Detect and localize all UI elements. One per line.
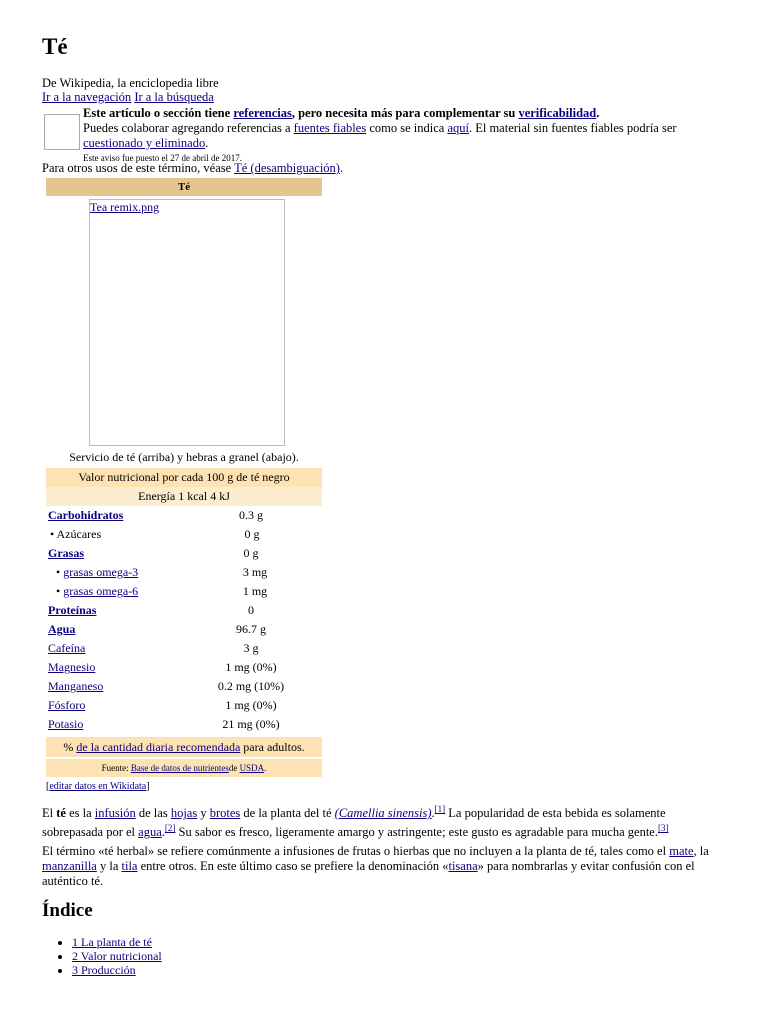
image-caption: Servicio de té (arriba) y hebras a granel (abajo). — [69, 450, 299, 464]
toc-link-valor[interactable]: 2 Valor nutricional — [72, 949, 162, 963]
usda-link[interactable]: USDA — [239, 763, 265, 773]
cuestionado-link[interactable]: cuestionado y eliminado — [83, 136, 206, 150]
nutrition-row-carbohidratos: Carbohidratos 0.3 g — [48, 508, 263, 522]
wikidata-edit: [editar datos en Wikidata] — [46, 781, 150, 792]
ref-1-link[interactable]: [1] — [434, 804, 446, 814]
nutrition-row-azucares: • Azúcares 0 g — [50, 527, 260, 541]
ref-3-link[interactable]: [3] — [657, 823, 669, 834]
nutrient-db-link[interactable]: Base de datos de nutrientes — [130, 763, 229, 773]
referencias-link[interactable]: referencias — [233, 106, 292, 120]
infusion-link[interactable]: infusión — [94, 806, 136, 821]
daily-value-note: % de la cantidad diaria recomendada para adultos. — [46, 737, 322, 757]
disambiguation-link[interactable]: Té (desambiguación) — [234, 161, 340, 175]
nutrition-row-grasas: Grasas 0 g — [48, 546, 259, 560]
nutrition-row-omega6: • grasas omega-6 1 mg — [56, 584, 268, 598]
verificabilidad-link[interactable]: verificabilidad — [518, 106, 597, 120]
brotes-link[interactable]: brotes — [209, 806, 241, 821]
page-title: Té — [42, 34, 68, 59]
nutrition-row-fosforo: Fósforo 1 mg (0%) — [48, 698, 277, 712]
nutrition-row-cafeina: Cafeína 3 g — [48, 641, 259, 655]
site-subtitle: De Wikipedia, la enciclopedia libre — [42, 76, 219, 90]
jump-to-search-link[interactable]: Ir a la búsqueda — [134, 90, 214, 104]
mate-link[interactable]: mate — [669, 844, 694, 858]
jump-links — [42, 90, 214, 105]
toc-link-produccion[interactable]: 3 Producción — [72, 963, 136, 977]
toc-item — [72, 935, 162, 949]
energy-row: Energía 1 kcal 4 kJ — [46, 487, 322, 506]
camellia-link[interactable]: (Camellia sinensis) — [334, 806, 432, 821]
proteinas-link[interactable]: Proteínas — [48, 603, 97, 617]
infobox-image[interactable] — [89, 199, 285, 446]
nutrition-row-potasio: Potasio 21 mg (0%) — [48, 717, 280, 731]
toc-item — [72, 949, 162, 963]
grasas-link[interactable]: Grasas — [48, 546, 84, 560]
manzanilla-link[interactable]: manzanilla — [42, 859, 97, 873]
disambiguation-note: Para otros usos de este término, véase Té (desambiguación). — [42, 161, 344, 175]
nutrition-row-manganeso: Manganeso 0.2 mg (10%) — [48, 679, 285, 693]
manganeso-link[interactable]: Manganeso — [48, 679, 104, 693]
nutrition-header: Valor nutricional por cada 100 g de té negro — [46, 468, 322, 487]
toc-link-planta[interactable]: 1 La planta de té — [72, 935, 152, 949]
aqui-link[interactable]: aquí — [447, 121, 469, 135]
hojas-link[interactable]: hojas — [170, 806, 198, 821]
intro-paragraph: El té es la infusión de las hojas y brotes de la planta del té (Camellia sinensis).[1] La popularidad de esta bebida es solamente sobrepasada por el agua.[2] Su sabor es fresco, ligeramente amargo y astringente; este gusto es agradable para mucha gente.[3] — [42, 804, 669, 840]
table-of-contents — [60, 935, 162, 977]
edit-wikidata-link[interactable]: editar datos en Wikidata — [49, 781, 147, 792]
potasio-link[interactable]: Potasio — [48, 717, 84, 731]
image-file-link[interactable]: Tea remix.png — [90, 200, 160, 214]
toc-item — [72, 963, 162, 977]
tila-link[interactable]: tila — [121, 859, 138, 873]
infobox — [46, 178, 322, 792]
agua-text-link[interactable]: agua — [138, 825, 162, 840]
notice-date: Este aviso fue puesto el 27 de abril de 2017. — [83, 153, 242, 163]
infobox-title: Té — [46, 178, 322, 196]
omega3-link[interactable]: grasas omega-3 — [63, 565, 139, 579]
magnesio-link[interactable]: Magnesio — [48, 660, 96, 674]
ref-2-link[interactable]: [2] — [164, 823, 176, 834]
nutrition-row-magnesio: Magnesio 1 mg (0%) — [48, 660, 277, 674]
nutrition-row-omega3: • grasas omega-3 3 mg — [56, 565, 268, 579]
herbal-paragraph: El término «té herbal» se refiere comúnmente a infusiones de frutas o hierbas que no incluyen a la planta de té, tales como el mate, la manzanilla y la tila entre otros. En este último caso se prefiere la denominación «tisana» para nombrarlas y evitar confusión con el auténtico té. — [42, 844, 709, 888]
nutrition-row-agua: Agua 96.7 g — [48, 622, 266, 636]
nutrition-source: Fuente: Base de datos de nutrientesde USDA. — [46, 759, 322, 777]
notice-icon — [44, 114, 80, 150]
carbohidratos-link[interactable]: Carbohidratos — [48, 508, 124, 522]
nutrition-row-proteinas: Proteínas 0 — [48, 603, 254, 617]
agua-link[interactable]: Agua — [48, 622, 76, 636]
toc-title: Índice — [42, 900, 93, 921]
tisana-link[interactable]: tisana — [448, 859, 478, 873]
daily-value-link[interactable]: de la cantidad diaria recomendada — [76, 740, 241, 754]
omega6-link[interactable]: grasas omega-6 — [63, 584, 139, 598]
cafeina-link[interactable]: Cafeína — [48, 641, 86, 655]
jump-to-navigation-link[interactable]: Ir a la navegación — [42, 90, 132, 104]
fuentes-fiables-link[interactable]: fuentes fiables — [293, 121, 367, 135]
fosforo-link[interactable]: Fósforo — [48, 698, 86, 712]
